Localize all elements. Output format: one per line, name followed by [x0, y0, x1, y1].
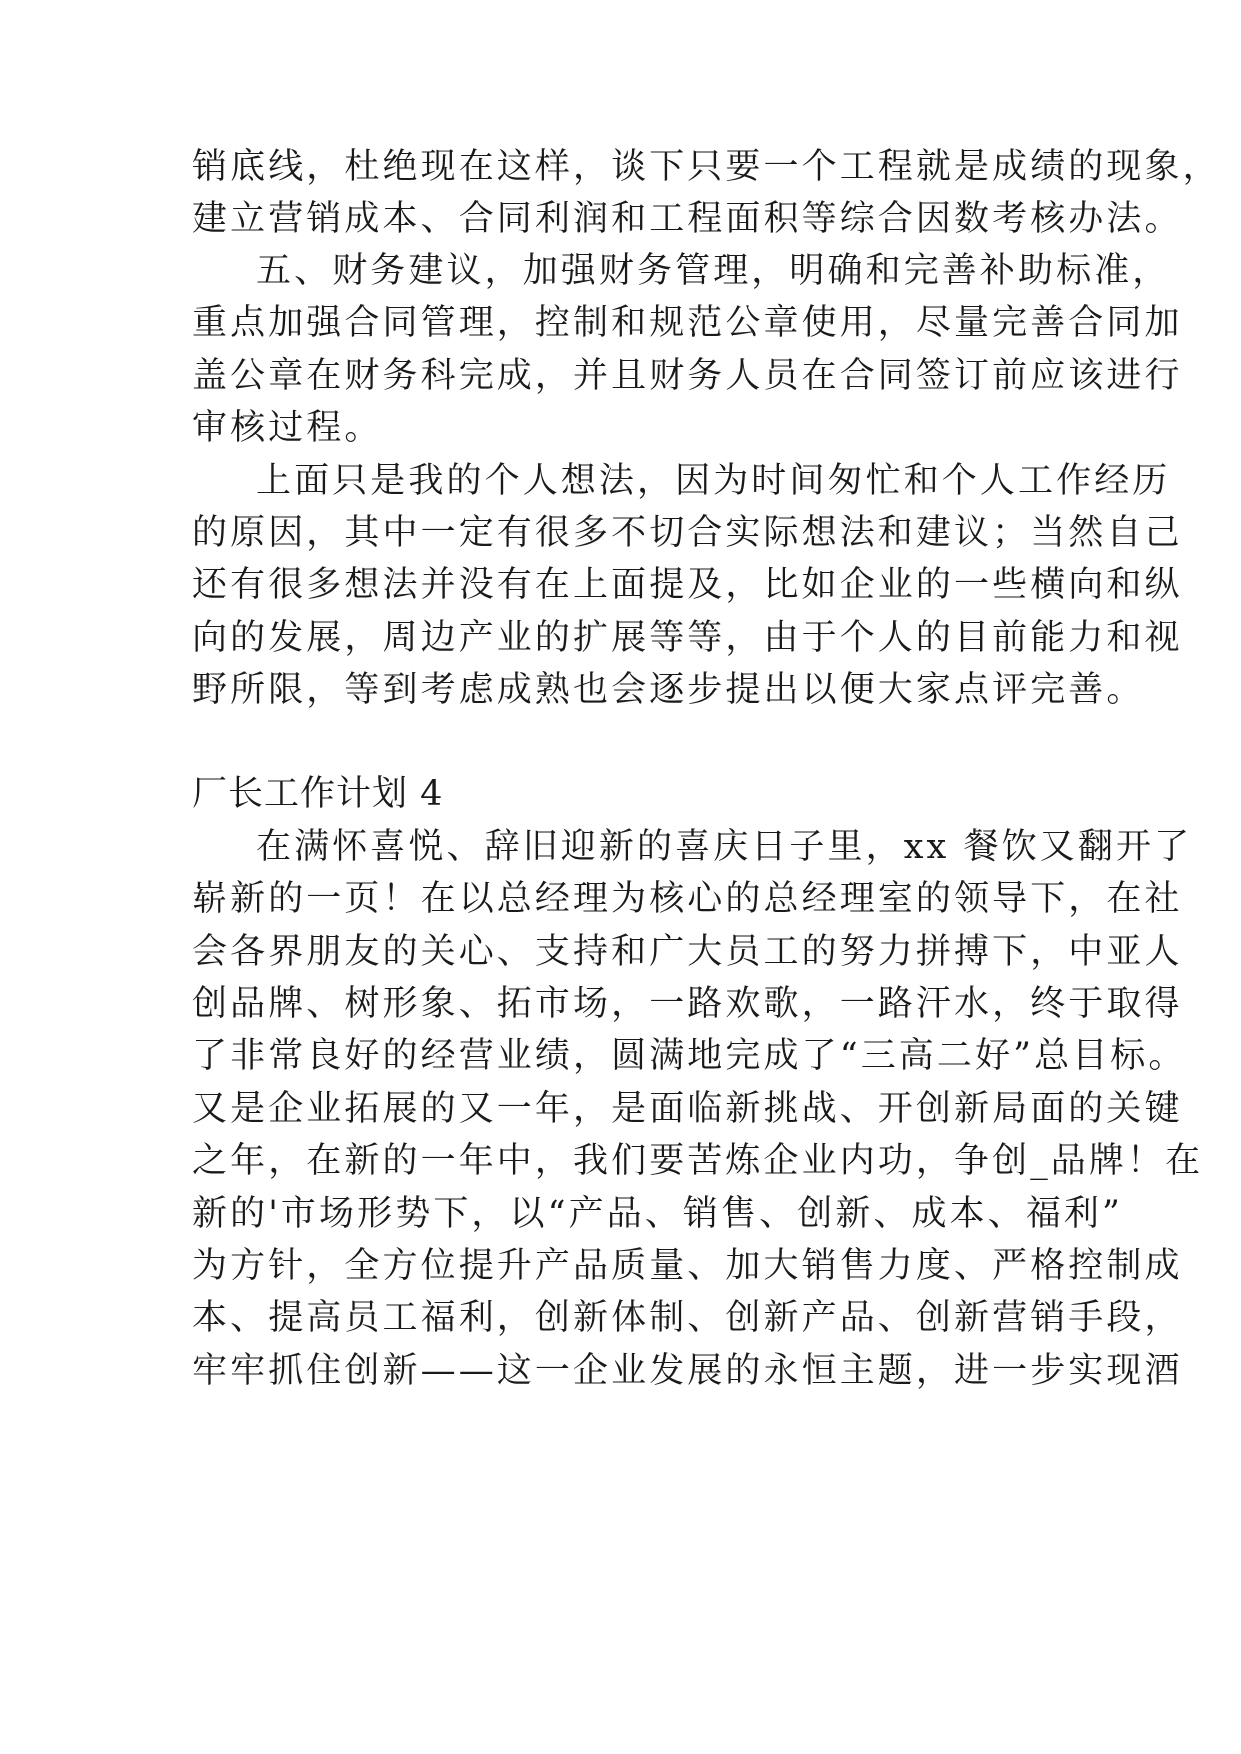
text-line: 五、财务建议，加强财务管理，明确和完善补助标准， [256, 251, 1171, 291]
text-line: 为方针，全方位提升产品质量、加大销售力度、严格控制成 [192, 1246, 1183, 1286]
text-line: 了非常良好的经营业绩，圆满地完成了“三高二好”总目标。 [192, 1036, 1187, 1076]
section-heading: 厂长工作计划 4 [192, 774, 444, 814]
text-line: 建立营销成本、合同利润和工程面积等综合因数考核办法。 [192, 199, 1183, 239]
text-line: 上面只是我的个人想法，因为时间匆忙和个人工作经历 [256, 461, 1171, 501]
text-line: 的原因，其中一定有很多不切合实际想法和建议；当然自己 [192, 513, 1183, 553]
text-line: 本、提高员工福利，创新体制、创新产品、创新营销手段， [192, 1298, 1183, 1338]
text-line: 重点加强合同管理，控制和规范公章使用，尽量完善合同加 [192, 303, 1183, 343]
text-line: 崭新的一页！在以总经理为核心的总经理室的领导下，在社 [192, 879, 1183, 919]
text-line: 又是企业拓展的又一年，是面临新挑战、开创新局面的关键 [192, 1089, 1183, 1129]
text-line: 野所限，等到考虑成熟也会逐步提出以便大家点评完善。 [192, 670, 1145, 710]
text-line: 新的'市场形势下，以“产品、销售、创新、成本、福利” [192, 1194, 1124, 1234]
text-line: 审核过程。 [192, 408, 383, 448]
text-line: 牢牢抓住创新——这一企业发展的永恒主题，进一步实现酒 [192, 1351, 1183, 1391]
text-line: 创品牌、树形象、拓市场，一路欢歌，一路汗水，终于取得 [192, 984, 1183, 1024]
text-line: 之年，在新的一年中，我们要苦炼企业内功，争创_品牌！在 [192, 1141, 1204, 1181]
text-line: 会各界朋友的关心、支持和广大员工的努力拼搏下，中亚人 [192, 932, 1183, 972]
text-line: 还有很多想法并没有在上面提及，比如企业的一些横向和纵 [192, 565, 1183, 605]
text-line: 销底线，杜绝现在这样，谈下只要一个工程就是成绩的现象， [192, 147, 1221, 187]
text-line: 在满怀喜悦、辞旧迎新的喜庆日子里，xx 餐饮又翻开了 [256, 827, 1193, 867]
text-line: 向的发展，周边产业的扩展等等，由于个人的目前能力和视 [192, 618, 1183, 658]
text-line: 盖公章在财务科完成，并且财务人员在合同签订前应该进行 [192, 356, 1183, 396]
